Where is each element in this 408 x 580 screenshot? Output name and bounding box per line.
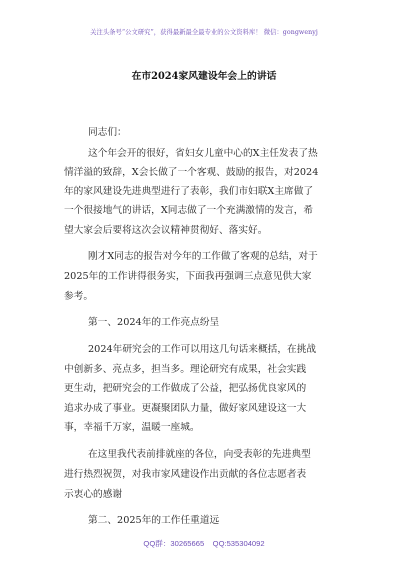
- paragraph-line: 在这里我代表前排就座的各位，向受表彰的先进典型: [88, 449, 311, 460]
- paragraph-line: 这个年会开的很好，省妇女儿童中心的X主任发表了热: [88, 148, 318, 159]
- section-heading: 第一、2024年的工作亮点纷呈: [88, 317, 220, 328]
- section-heading: 第二、2025年的工作任重道远: [88, 515, 220, 526]
- footer-contacts: [0, 538, 408, 549]
- paragraph-line: 参考。: [64, 291, 94, 302]
- footer-qq-group: QQ群：30265665: [143, 539, 205, 548]
- paragraph-line: 进行热烈祝贺，对我市家风建设作出贡献的各位志愿者表: [64, 469, 307, 480]
- paragraph-line: 更生动，把研究会的工作做成了公益，把弘扬优良家风的: [64, 383, 307, 394]
- paragraph-line: 刚才X同志的报告对今年的工作做了客观的总结，对于: [88, 251, 318, 262]
- paragraph-line: 2024年研究会的工作可以用这几句话来概括，在挑战: [88, 344, 317, 355]
- document-title: 在市2024家风建设年会上的讲话: [131, 71, 277, 82]
- paragraph-line: 年的家风建设先进典型进行了表彰，我们市妇联X主席做了: [64, 186, 314, 197]
- paragraph-line: 中创新多、亮点多，担当多。理论研究有成果，社会实践: [64, 364, 307, 375]
- salutation: 同志们：: [88, 127, 127, 138]
- paragraph-line: 情洋溢的致辞，X会长做了一个客观、鼓励的报告，对2024: [64, 167, 319, 178]
- footer-qq: QQ:535304092: [212, 539, 265, 548]
- paragraph-line: 望大家会后要将这次会议精神贯彻好、落实好。: [64, 225, 268, 236]
- paragraph-line: 追求办成了事业。更凝聚团队力量，做好家风建设这一大: [64, 403, 307, 414]
- paragraph-line: 示衷心的感谢: [64, 489, 123, 500]
- header-banner: 关注头条号“公文研究”，获得最新最全最专业的公文资料库！ 微信：gongwenyj: [90, 29, 318, 36]
- paragraph-line: 2025年的工作讲得很务实，下面我再强调三点意见供大家: [64, 271, 312, 282]
- paragraph-line: 一个很接地气的讲话，X同志做了一个充满激情的发言，希: [64, 205, 314, 216]
- paragraph-line: 事，幸福千万家，温暖一座城。: [64, 422, 200, 433]
